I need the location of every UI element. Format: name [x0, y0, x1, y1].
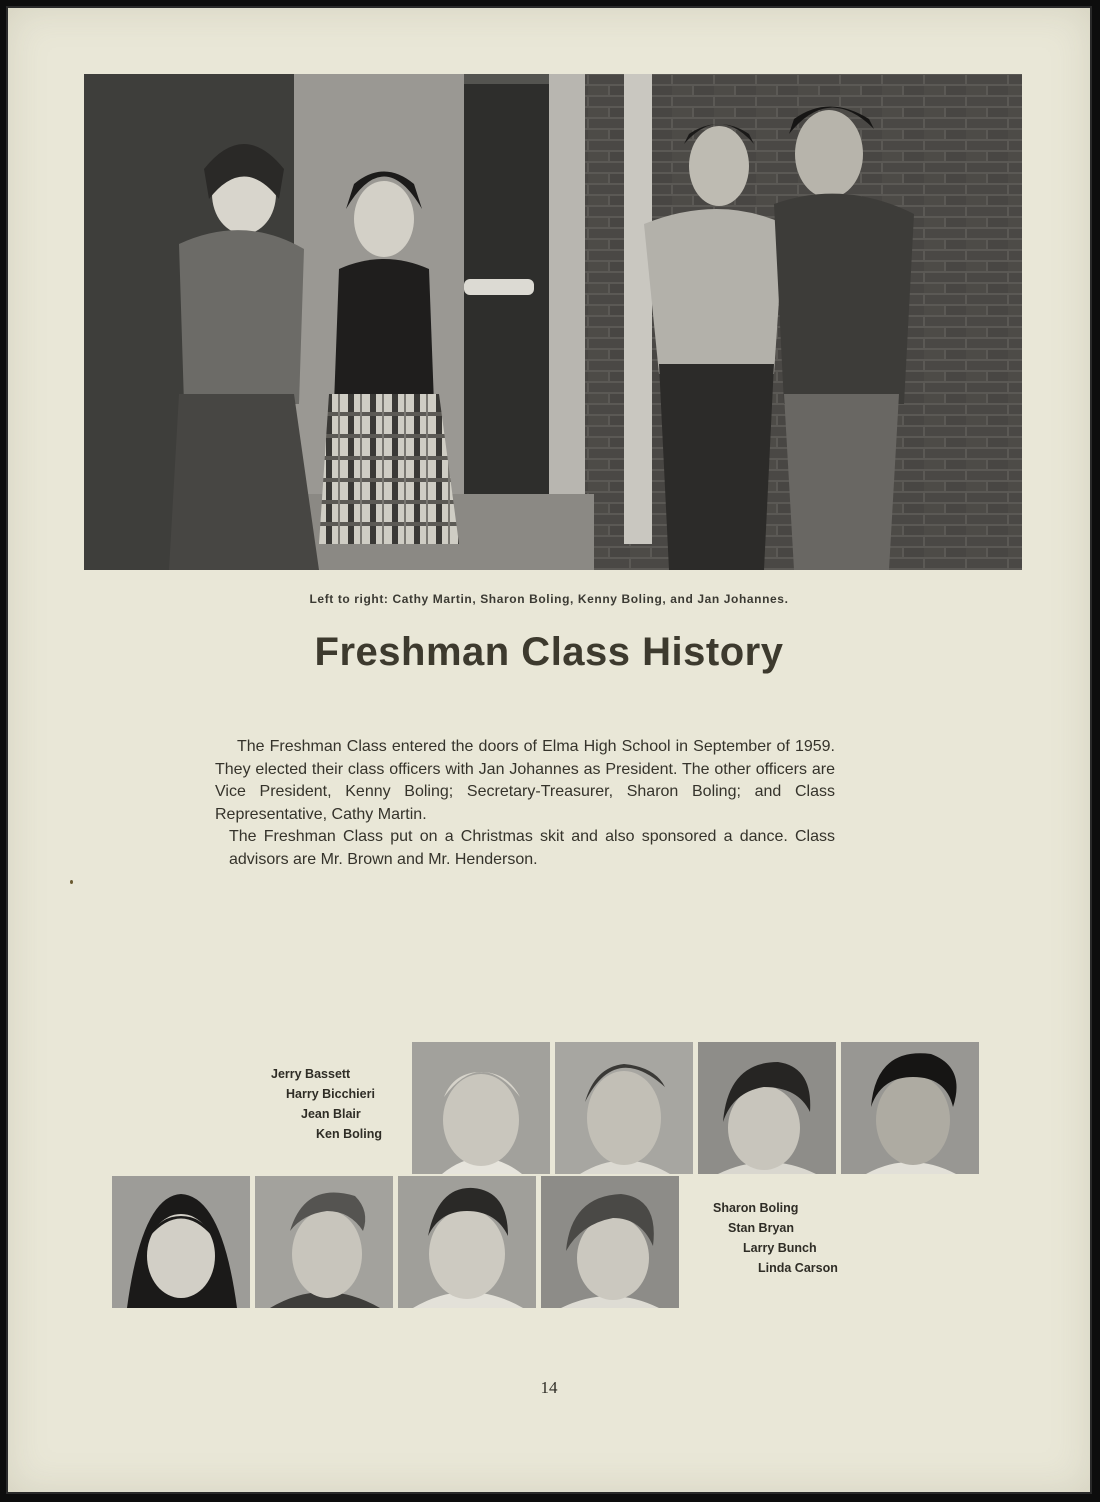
portrait-name: Harry Bicchieri [286, 1087, 375, 1101]
portrait-name: Jean Blair [301, 1107, 361, 1121]
photo-caption: Left to right: Cathy Martin, Sharon Boling, Kenny Boling, and Jan Johannes. [309, 592, 789, 606]
portrait-photo [255, 1176, 393, 1308]
yearbook-page [6, 6, 1092, 1494]
class-history-text [215, 736, 835, 871]
portrait-name: Ken Boling [316, 1127, 382, 1141]
page-number: 14 [540, 1378, 558, 1397]
portrait-name: Stan Bryan [728, 1221, 794, 1235]
history-paragraph-2: The Freshman Class put on a Christmas skit and also sponsored a dance. Class advisors are Mr. Brown and Mr. Henderson. [229, 828, 835, 868]
portrait-photo [412, 1042, 550, 1174]
portrait-photo [541, 1176, 679, 1308]
portrait-photo [555, 1042, 693, 1174]
portrait-photo [841, 1042, 979, 1174]
portrait-name: Sharon Boling [713, 1201, 799, 1215]
portrait-name: Jerry Bassett [271, 1067, 351, 1081]
print-speck [70, 880, 73, 884]
history-paragraph-1: The Freshman Class entered the doors of Elma High School in September of 1959. They elected their class officers with Jan Johannes as President. The other officers are Vice President, Kenny Boling; Secretary-Treasurer, Sharon Boling; and Class Representative, Cathy Martin. [215, 738, 835, 823]
portrait-photo [398, 1176, 536, 1308]
portrait-photo [112, 1176, 250, 1308]
group-photo [84, 74, 1022, 570]
portrait-name: Linda Carson [758, 1261, 838, 1275]
portrait-name: Larry Bunch [743, 1241, 817, 1255]
page-title: Freshman Class History [314, 630, 784, 674]
portrait-photo [698, 1042, 836, 1174]
